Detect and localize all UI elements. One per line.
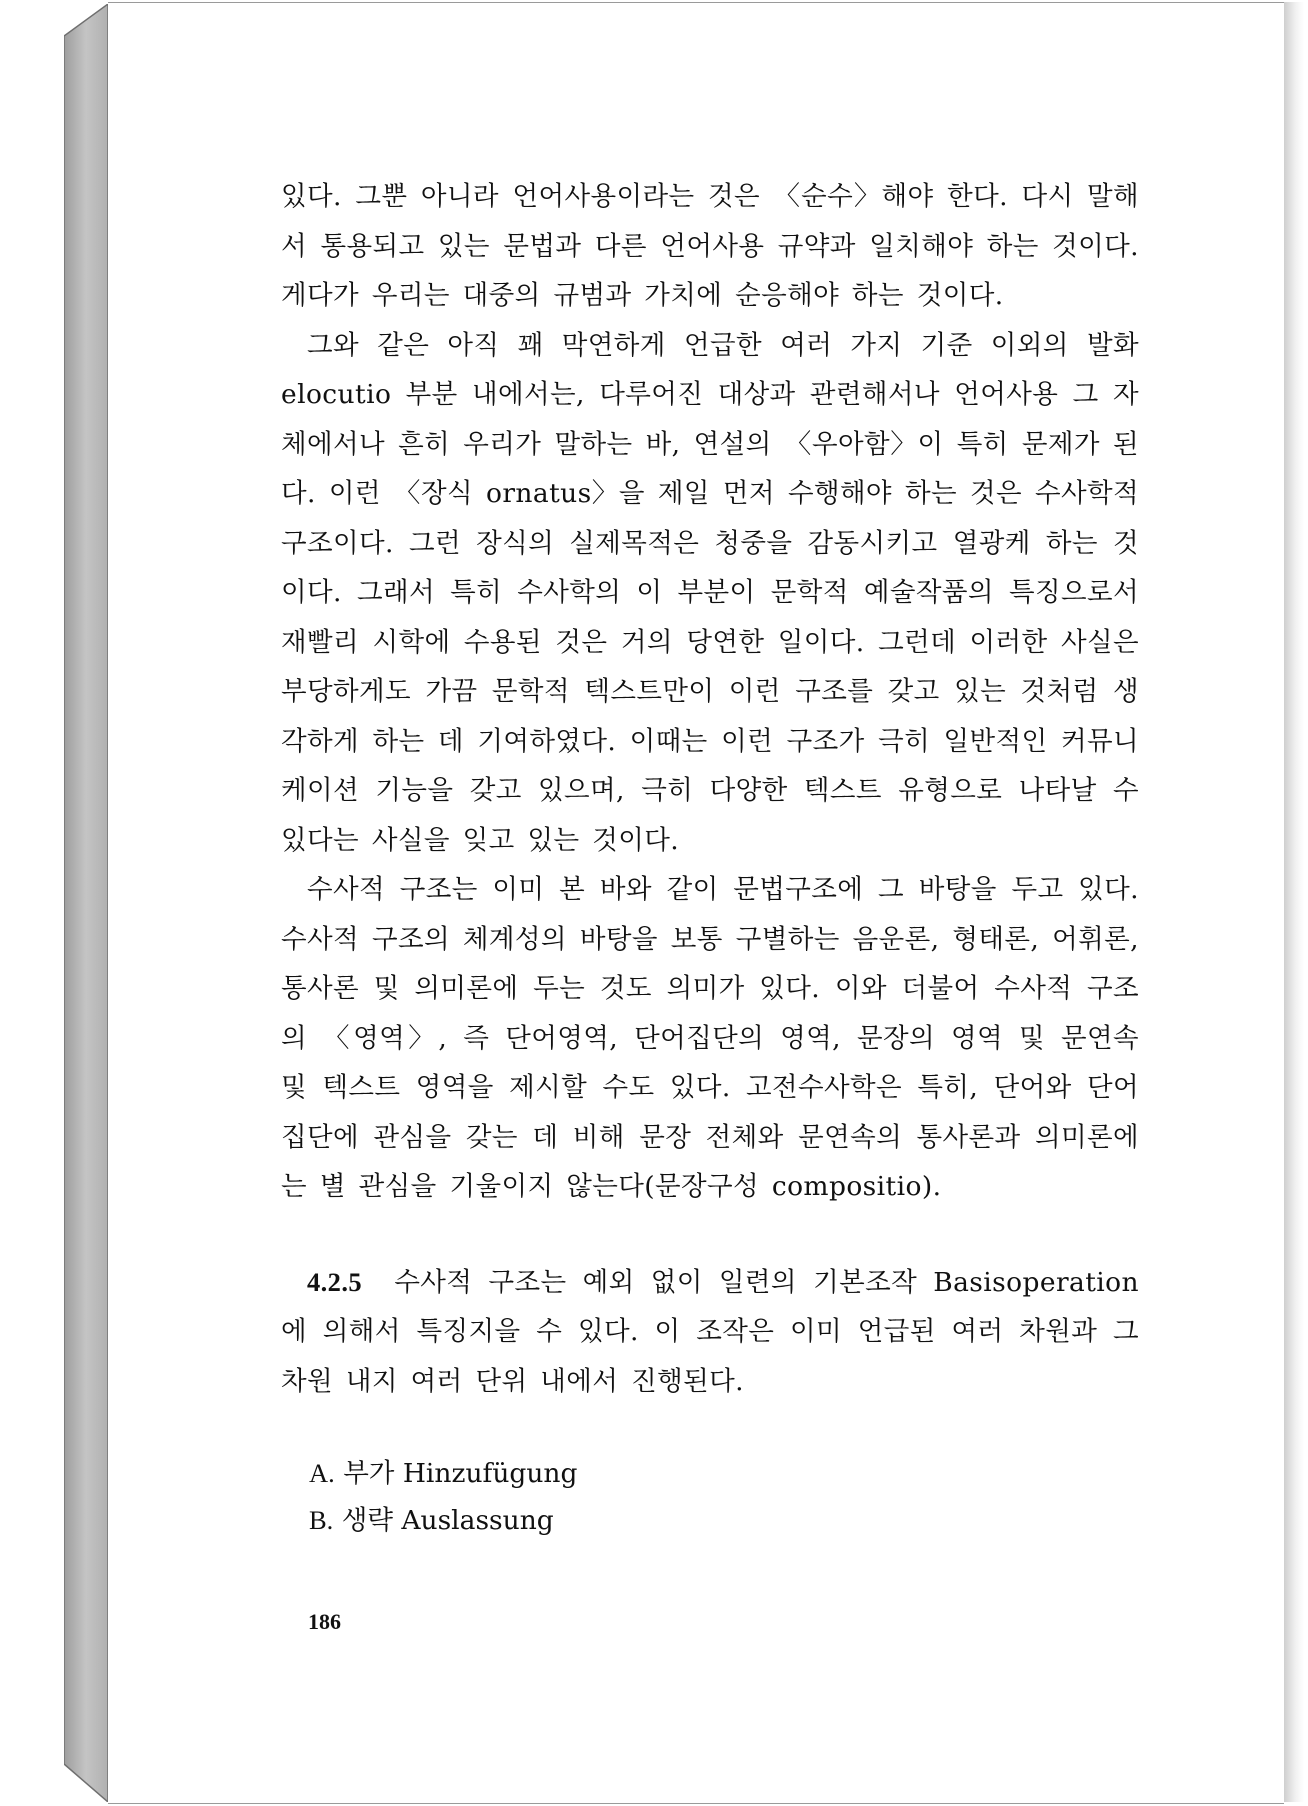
list-item [309,1450,1139,1497]
section-text: 수사적 구조는 예외 없이 일련의 기본조작 Basisoperation 에 의해서 특징지을 수 있다. 이 조작은 이미 언급된 여러 차원과 그 차원 내지 여러 단위 내에서 진행된다. [281,1266,1139,1397]
list-item-text: 부가 Hinzufügung [343,1458,578,1489]
paragraph-2: 그와 같은 아직 꽤 막연하게 언급한 여러 가지 기준 이외의 발화 elocutio 부분 내에서는, 다루어진 대상과 관련해서나 언어사용 그 자체에서나 흔히 우리가 말하는 바, 연설의 〈우아함〉이 특히 문제가 된다. 이런 〈장식 ornatus〉을 제일 먼저 수행해야 하는 것은 수사학적 구조이다. 그런 장식의 실제목적은 청중을 감동시키고 열광케 하는 것이다. 그래서 특히 수사학의 이 부분이 문학적 예술작품의 특징으로서 재빨리 시학에 수용된 것은 거의 당연한 일이다. 그런데 이러한 사실은 부당하게도 가끔 문학적 텍스트만이 이런 구조를 갖고 있는 것처럼 생각하게 하는 데 기여하였다. 이때는 이런 구조가 극히 일반적인 커뮤니케이션 기능을 갖고 있으며, 극히 다양한 텍스트 유형으로 나타날 수 있다는 사실을 잊고 있는 것이다. [281,329,1139,856]
book-spine-shape [64,4,108,1802]
section-number: 4.2.5 [307,1266,362,1297]
paragraph-1: 있다. 그뿐 아니라 언어사용이라는 것은 〈순수〉해야 한다. 다시 말해서 통용되고 있는 문법과 다른 언어사용 규약과 일치해야 하는 것이다. 게다가 우리는 대중의 규범과 가치에 순응해야 하는 것이다. [281,181,1139,311]
list-item-letter: A. [309,1458,335,1488]
page-edge-shadow [1284,2,1304,1802]
paragraph-3: 수사적 구조는 이미 본 바와 같이 문법구조에 그 바탕을 두고 있다. 수사적 구조의 체계성의 바탕을 보통 구별하는 음운론, 형태론, 어휘론, 통사론 및 의미론에 두는 것도 의미가 있다. 이와 더불어 수사적 구조의 〈영역〉, 즉 단어영역, 단어집단의 영역, 문장의 영역 및 문연속 및 텍스트 영역을 제시할 수도 있다. 고전수사학은 특히, 단어와 단어집단에 관심을 갖는 데 비해 문장 전체와 문연속의 통사론과 의미론에는 별 관심을 기울이지 않는다(문장구성 compositio). [281,874,1139,1202]
page-body [281,172,1139,1544]
section-4-2-5 [281,1258,1139,1407]
book-spine [64,4,108,1802]
list-item-text: 생략 Auslassung [341,1505,554,1536]
operation-list [281,1450,1139,1544]
list-item-letter: B. [309,1505,334,1535]
page-number: 186 [308,1609,341,1634]
list-item [309,1497,1139,1544]
